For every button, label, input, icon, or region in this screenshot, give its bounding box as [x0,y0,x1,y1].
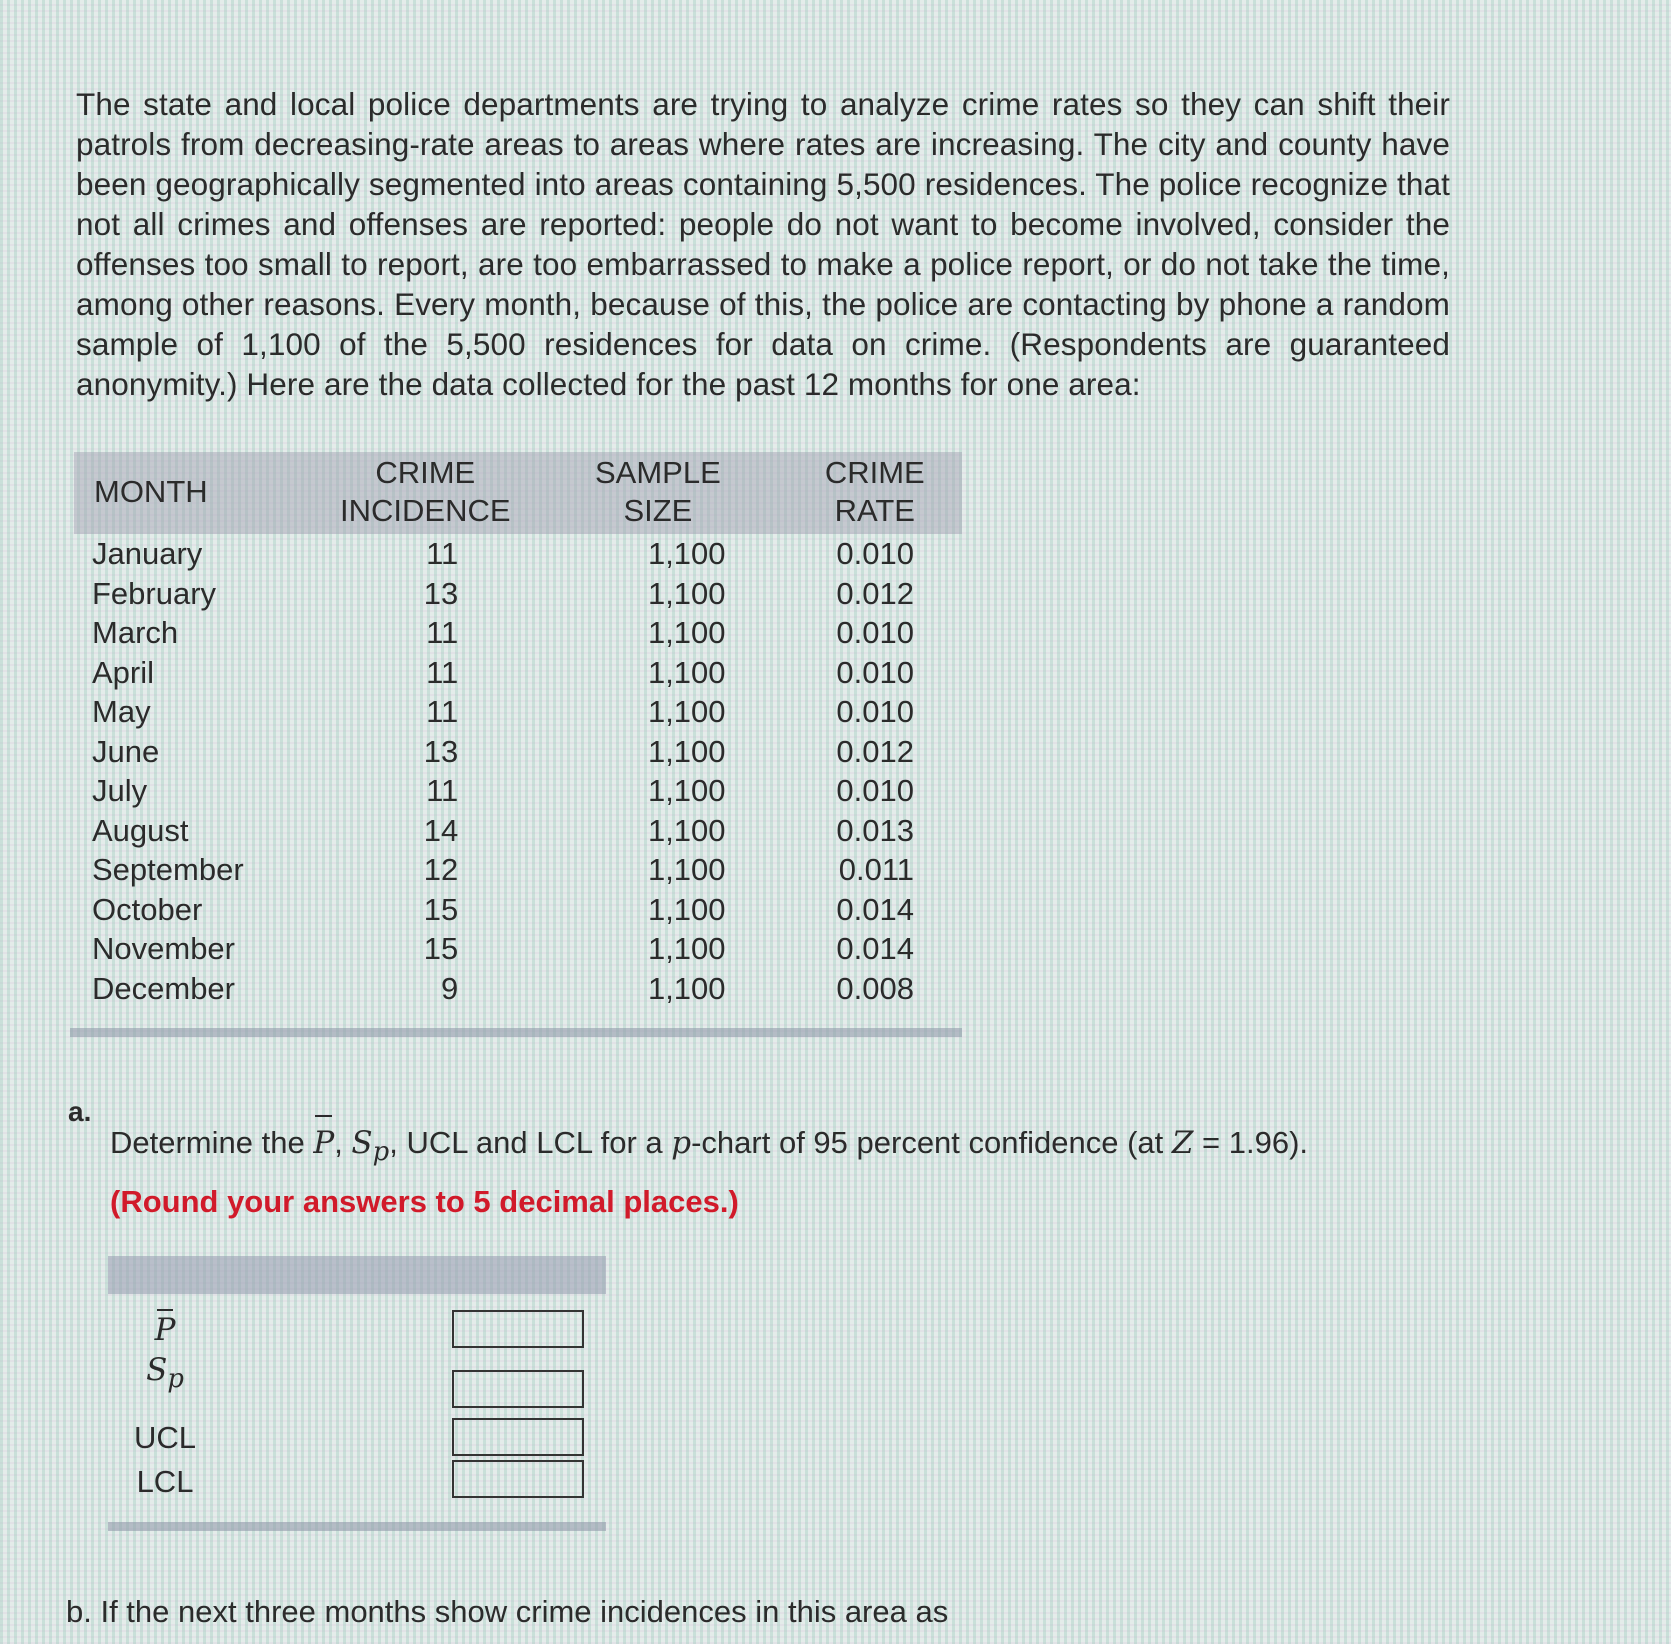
p-bar-symbol: P [313,1118,334,1168]
p-chart-symbol: p [671,1125,692,1161]
cell-crime-rate: 0.010 [836,694,914,729]
header-rate-line1: CRIME [824,455,925,490]
cell-sample-size: 1,100 [647,773,726,808]
part-a-comma: , [334,1125,352,1160]
ucl-input[interactable] [452,1418,584,1456]
cell-sample-size: 1,100 [647,694,726,729]
sp-label-symbol: S [146,1352,168,1388]
sp-answer-label [130,1352,200,1394]
header-incidence-line2: INCIDENCE [340,493,511,528]
cell-month: August [92,812,189,848]
cell-incidence: 11 [426,615,459,650]
cell-month: February [92,575,217,611]
cell-month: October [92,891,203,927]
cell-sample-size: 1,100 [647,654,726,690]
sp-label-subscript: p [167,1364,184,1395]
ucl-answer-label: UCL [133,1420,196,1455]
cell-incidence: 11 [426,536,459,571]
cell-incidence: 12 [423,852,459,887]
cell-incidence: 11 [426,694,459,729]
table-row [74,534,962,574]
table-row [74,811,962,851]
s-symbol: S [351,1125,373,1161]
header-month: MONTH [74,452,322,534]
cell-sample-size: 1,100 [647,931,726,966]
answer-table-header [108,1256,606,1294]
cell-crime-rate: 0.011 [838,852,914,887]
p-bar-input[interactable] [452,1310,584,1348]
s-subscript: p [372,1137,390,1168]
cell-month: September [92,852,244,887]
table-footer-divider [70,1028,962,1037]
cell-incidence: 9 [441,970,459,1006]
cell-month: April [92,654,155,690]
cell-month: June [92,733,160,769]
cell-sample-size: 1,100 [647,575,726,611]
cell-crime-rate: 0.014 [836,931,914,966]
problem-intro-text: The state and local police departments are trying to analyze crime rates so they can shift their patrols from decreasing-rate areas to areas where rates are increasing. The city and county have been geographically segmented into areas containing 5,500 residences. The police recognize that not all crimes and offenses are reported: people do not want to become involved, consider the offenses too small to report, are too embarrassed to make a police report, or do not take the time, among other reasons. Every month, because of this, the police are contacting by phone a random sample of 1,100 of the 5,500 residences for data on crime. (Respondents are guaranteed anonymity.) Here are the data collected for the past 12 months for one area: [76,85,1450,402]
cell-crime-rate: 0.010 [836,773,914,808]
cell-month: July [92,773,148,808]
cell-month: May [92,694,151,729]
part-a-question [110,1118,1410,1227]
header-sample-size [528,452,787,534]
table-row [74,969,962,1009]
part-a-text-after3: = 1.96). [1193,1125,1309,1160]
cell-crime-rate: 0.012 [836,733,914,769]
part-a-text-after2: -chart of 95 percent confidence (at [691,1125,1172,1160]
header-crime-rate [788,452,962,534]
crime-data-table [74,452,962,1008]
header-rate-line2: RATE [834,493,915,528]
header-incidence-line1: CRIME [375,455,476,490]
lcl-answer-label: LCL [136,1464,194,1499]
cell-sample-size: 1,100 [647,615,726,650]
cell-sample-size: 1,100 [647,536,726,571]
table-row [74,771,962,811]
cell-crime-rate: 0.010 [836,536,914,571]
table-row [74,574,962,614]
table-row [74,613,962,653]
lcl-input[interactable] [452,1460,584,1498]
table-row [74,890,962,930]
answer-table-footer-divider [108,1522,606,1531]
cell-crime-rate: 0.010 [836,654,914,690]
cell-month: November [92,931,235,966]
cell-incidence: 11 [426,773,459,808]
header-crime-incidence [322,452,528,534]
sp-input[interactable] [452,1370,584,1408]
cell-crime-rate: 0.013 [836,812,914,848]
part-a-label: a. [68,1096,92,1127]
table-row [74,850,962,890]
cell-incidence: 15 [423,931,459,966]
cell-sample-size: 1,100 [647,733,726,769]
cell-incidence: 14 [423,812,459,848]
cell-sample-size: 1,100 [647,891,726,927]
cell-crime-rate: 0.010 [836,615,914,650]
z-symbol: Z [1171,1125,1194,1161]
cell-sample-size: 1,100 [647,852,726,887]
cell-crime-rate: 0.014 [836,891,914,927]
part-a-text-after: , UCL and LCL for a [389,1125,672,1160]
cell-crime-rate: 0.008 [836,970,914,1006]
header-size-line1: SAMPLE [595,455,721,490]
table-header-row [74,452,962,534]
rounding-instruction: (Round your answers to 5 decimal places.) [110,1184,739,1220]
header-size-line2: SIZE [623,493,693,528]
cell-month: January [92,536,203,571]
cell-incidence: 11 [426,654,459,690]
cell-sample-size: 1,100 [647,812,726,848]
p-bar-answer-label [130,1312,200,1348]
cell-incidence: 15 [423,891,459,927]
table-row [74,653,962,693]
p-bar-label-symbol: P [154,1312,176,1348]
table-row [74,732,962,772]
cell-month: March [92,615,179,650]
cell-incidence: 13 [423,733,459,769]
cell-month: December [92,970,235,1006]
part-b-question: b. If the next three months show crime incidences in this area as [66,1594,949,1629]
table-row [74,692,962,732]
cell-sample-size: 1,100 [647,970,726,1006]
cell-crime-rate: 0.012 [836,575,914,611]
table-row [74,929,962,969]
cell-incidence: 13 [423,575,459,611]
part-a-text-before: Determine the [110,1125,314,1160]
